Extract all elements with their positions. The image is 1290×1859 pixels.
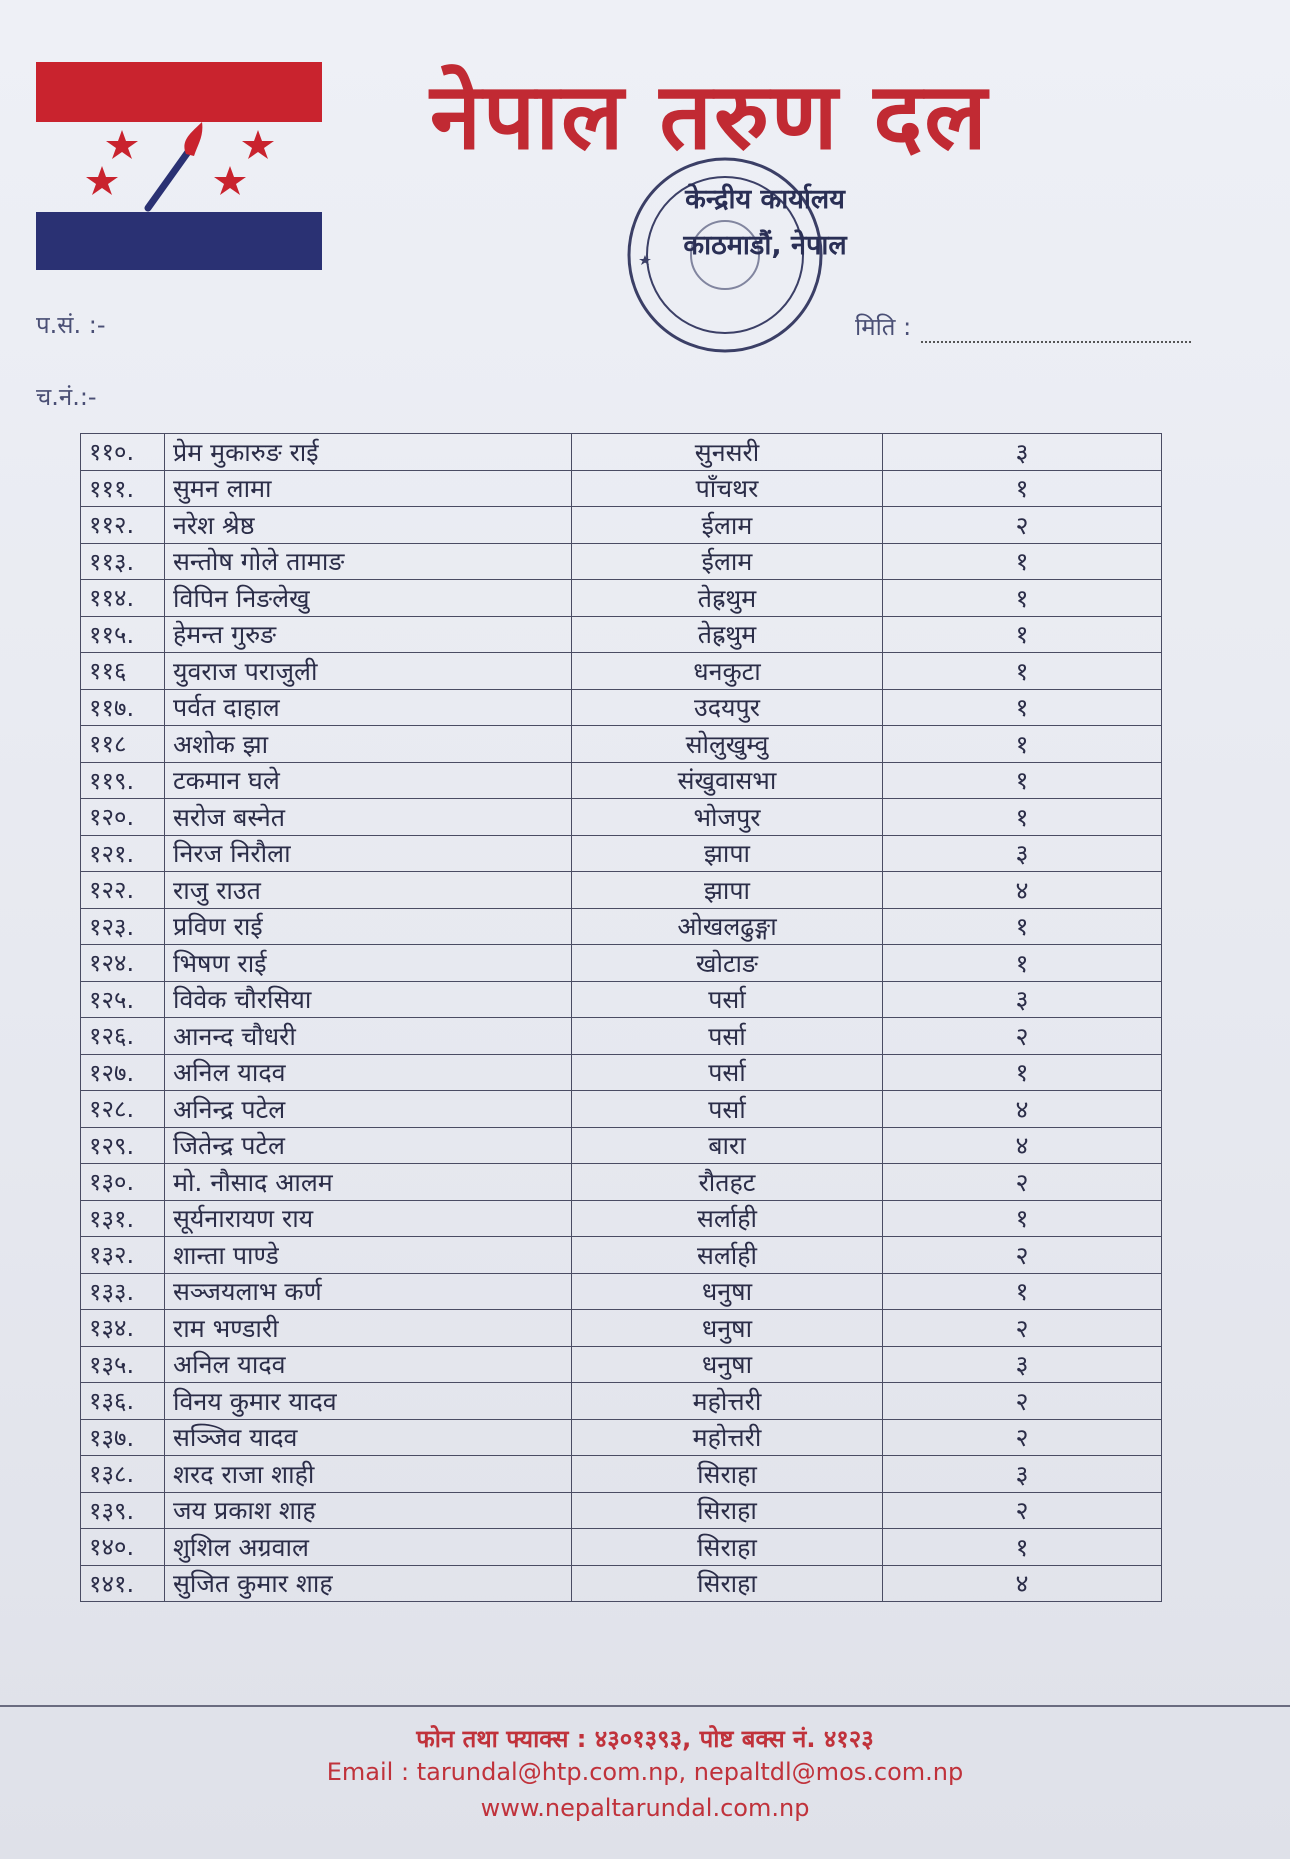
count-cell: १ [883,470,1162,507]
district-cell: पर्सा [572,1018,883,1055]
table-row [81,945,1162,982]
count-cell: १ [883,543,1162,580]
table-row [81,981,1162,1018]
district-cell: सर्लाही [572,1237,883,1274]
member-list-table [80,433,1162,1602]
count-cell: १ [883,908,1162,945]
table-row [81,1419,1162,1456]
date-blank-line [921,317,1191,343]
count-cell: ३ [883,835,1162,872]
count-cell: ३ [883,434,1162,471]
district-cell: धनकुटा [572,653,883,690]
date-field [855,310,1191,343]
count-cell: १ [883,689,1162,726]
count-cell: १ [883,799,1162,836]
count-cell: १ [883,762,1162,799]
table-row [81,1200,1162,1237]
count-cell: १ [883,653,1162,690]
serial-number-cell: ११७. [81,689,165,726]
district-cell: धनुषा [572,1273,883,1310]
count-cell: १ [883,616,1162,653]
table-row [81,1091,1162,1128]
district-cell: ईलाम [572,507,883,544]
table-row [81,1054,1162,1091]
district-cell: भोजपुर [572,799,883,836]
member-name-cell: अशोक झा [165,726,572,763]
serial-number-cell: १२८. [81,1091,165,1128]
member-name-cell: प्रविण राई [165,908,572,945]
table-row [81,1383,1162,1420]
footer-website: www.nepaltarundal.com.np [480,1794,810,1822]
serial-number-cell: १३३. [81,1273,165,1310]
count-cell: २ [883,1492,1162,1529]
district-cell: उदयपुर [572,689,883,726]
member-name-cell: सूर्यनारायण राय [165,1200,572,1237]
serial-number-cell: १२५. [81,981,165,1018]
count-cell: ३ [883,1456,1162,1493]
table-row [81,689,1162,726]
table-row [81,872,1162,909]
flag-red-band [36,62,322,122]
serial-number-cell: १३६. [81,1383,165,1420]
serial-number-cell: १२४. [81,945,165,982]
table-row [81,1018,1162,1055]
district-cell: पर्सा [572,1054,883,1091]
member-name-cell: आनन्द चौधरी [165,1018,572,1055]
count-cell: २ [883,1018,1162,1055]
district-cell: सिराहा [572,1529,883,1566]
district-cell: सोलुखुम्वु [572,726,883,763]
serial-number-cell: १३९. [81,1492,165,1529]
district-cell: ओखलढुङ्गा [572,908,883,945]
serial-number-cell: १२२. [81,872,165,909]
district-cell: पर्सा [572,981,883,1018]
district-cell: तेह्रथुम [572,616,883,653]
serial-number-cell: १२९. [81,1127,165,1164]
serial-number-cell: १४१. [81,1565,165,1602]
member-name-cell: हेमन्त गुरुङ [165,616,572,653]
table-row [81,434,1162,471]
count-cell: ४ [883,1127,1162,1164]
table-row [81,580,1162,617]
count-cell: १ [883,580,1162,617]
member-name-cell: सन्तोष गोले तामाङ [165,543,572,580]
serial-number-cell: १२७. [81,1054,165,1091]
table-row [81,726,1162,763]
member-name-cell: अनिल यादव [165,1054,572,1091]
district-cell: संखुवासभा [572,762,883,799]
count-cell: १ [883,1273,1162,1310]
dispatch-number-label: च.नं.:- [36,383,97,411]
member-name-cell: सरोज बस्नेत [165,799,572,836]
member-name-cell: राजु राउत [165,872,572,909]
count-cell: ४ [883,1091,1162,1128]
district-cell: बारा [572,1127,883,1164]
table-row [81,835,1162,872]
count-cell: २ [883,1164,1162,1201]
count-cell: १ [883,1054,1162,1091]
table-row [81,1273,1162,1310]
member-name-cell: सञ्जिव यादव [165,1419,572,1456]
count-cell: ३ [883,981,1162,1018]
member-name-cell: भिषण राई [165,945,572,982]
organization-title: नेपाल तरुण दल [430,63,989,170]
serial-number-cell: १३७. [81,1419,165,1456]
district-cell: महोत्तरी [572,1383,883,1420]
count-cell: २ [883,1310,1162,1347]
district-cell: ईलाम [572,543,883,580]
member-name-cell: अनिन्द्र पटेल [165,1091,572,1128]
table-row [81,616,1162,653]
count-cell: १ [883,1200,1162,1237]
table-row [81,1492,1162,1529]
serial-number-cell: १३५. [81,1346,165,1383]
member-name-cell: मो. नौसाद आलम [165,1164,572,1201]
serial-number-cell: ११९. [81,762,165,799]
serial-number-cell: ११०. [81,434,165,471]
office-line-2: काठमाडौं, नेपाल [683,230,847,261]
table-row [81,908,1162,945]
serial-number-cell: ११४. [81,580,165,617]
district-cell: पाँचथर [572,470,883,507]
district-cell: धनुषा [572,1346,883,1383]
district-cell: पर्सा [572,1091,883,1128]
member-name-cell: नरेश श्रेष्ठ [165,507,572,544]
member-name-cell: सञ्जयलाभ कर्ण [165,1273,572,1310]
serial-number-cell: १२१. [81,835,165,872]
serial-number-cell: १२३. [81,908,165,945]
serial-number-cell: ११२. [81,507,165,544]
count-cell: १ [883,1529,1162,1566]
table-row [81,1310,1162,1347]
district-cell: रौतहट [572,1164,883,1201]
member-name-cell: शरद राजा शाही [165,1456,572,1493]
district-cell: महोत्तरी [572,1419,883,1456]
count-cell: २ [883,1419,1162,1456]
member-name-cell: अनिल यादव [165,1346,572,1383]
table-row [81,1565,1162,1602]
serial-number-cell: १२०. [81,799,165,836]
serial-number-cell: १४०. [81,1529,165,1566]
reference-number-label: प.सं. :- [36,311,106,339]
district-cell: सिराहा [572,1565,883,1602]
table-row [81,507,1162,544]
flag-blue-band [36,212,322,270]
member-name-cell: टकमान घले [165,762,572,799]
district-cell: सुनसरी [572,434,883,471]
count-cell: २ [883,507,1162,544]
stars-torch-icon [36,122,322,212]
district-cell: धनुषा [572,1310,883,1347]
count-cell: २ [883,1383,1162,1420]
district-cell: झापा [572,872,883,909]
member-name-cell: सुजित कुमार शाह [165,1565,572,1602]
member-name-cell: विवेक चौरसिया [165,981,572,1018]
member-name-cell: पर्वत दाहाल [165,689,572,726]
serial-number-cell: ११८ [81,726,165,763]
serial-number-cell: १३८. [81,1456,165,1493]
district-cell: सिराहा [572,1492,883,1529]
serial-number-cell: १३०. [81,1164,165,1201]
district-cell: सर्लाही [572,1200,883,1237]
table-row [81,1237,1162,1274]
table-row [81,1529,1162,1566]
serial-number-cell: ११६ [81,653,165,690]
member-name-cell: राम भण्डारी [165,1310,572,1347]
serial-number-cell: १३१. [81,1200,165,1237]
table-row [81,1127,1162,1164]
party-flag-logo [36,62,322,272]
count-cell: ४ [883,872,1162,909]
count-cell: ४ [883,1565,1162,1602]
footer-phone: फोन तथा फ्याक्स : ४३०१३९३, पोष्ट बक्स नं. ४१२३ [416,1725,874,1753]
table-row [81,799,1162,836]
member-name-cell: युवराज पराजुली [165,653,572,690]
member-name-cell: शान्ता पाण्डे [165,1237,572,1274]
district-cell: झापा [572,835,883,872]
table-row [81,470,1162,507]
count-cell: १ [883,726,1162,763]
member-name-cell: जितेन्द्र पटेल [165,1127,572,1164]
member-name-cell: शुशिल अग्रवाल [165,1529,572,1566]
district-cell: खोटाङ [572,945,883,982]
serial-number-cell: ११५. [81,616,165,653]
serial-number-cell: ११३. [81,543,165,580]
date-label: मिति : [855,313,912,341]
table-row [81,543,1162,580]
table-row [81,1456,1162,1493]
member-name-cell: विनय कुमार यादव [165,1383,572,1420]
count-cell: १ [883,945,1162,982]
count-cell: २ [883,1237,1162,1274]
count-cell: ३ [883,1346,1162,1383]
office-line-1: केन्द्रीय कार्यालय [685,184,845,215]
table-row [81,653,1162,690]
serial-number-cell: १३४. [81,1310,165,1347]
member-name-cell: विपिन निङलेखु [165,580,572,617]
table-row [81,762,1162,799]
member-name-cell: सुमन लामा [165,470,572,507]
serial-number-cell: १२६. [81,1018,165,1055]
district-cell: तेह्रथुम [572,580,883,617]
serial-number-cell: १३२. [81,1237,165,1274]
table-row [81,1164,1162,1201]
footer-divider [0,1705,1290,1707]
member-name-cell: प्रेम मुकारुङ राई [165,434,572,471]
member-name-cell: जय प्रकाश शाह [165,1492,572,1529]
footer-email: Email : tarundal@htp.com.np, nepaltdl@mos.com.np [326,1758,964,1786]
table-row [81,1346,1162,1383]
serial-number-cell: १११. [81,470,165,507]
member-name-cell: निरज निरौला [165,835,572,872]
district-cell: सिराहा [572,1456,883,1493]
